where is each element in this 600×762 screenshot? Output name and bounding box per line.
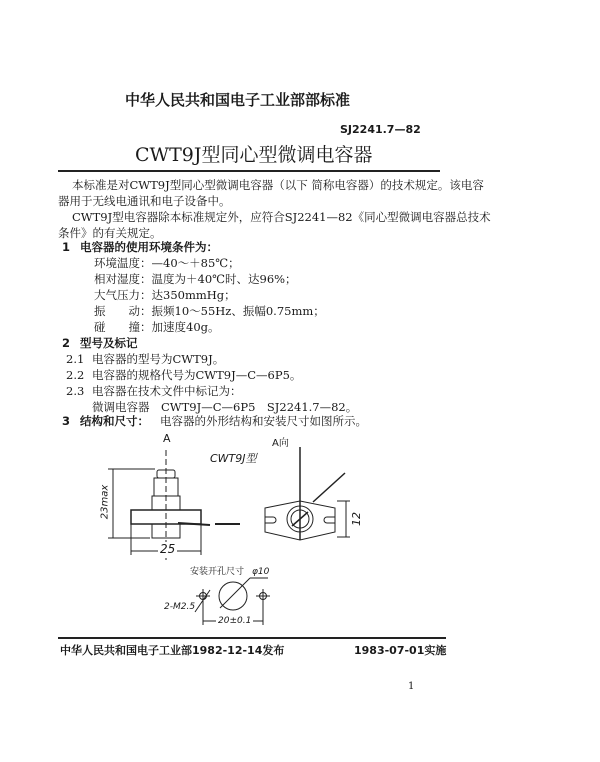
condition-item: 振 动：振频10～55Hz、振幅0.75mm；: [94, 304, 325, 318]
mount-slot: [324, 517, 335, 523]
issuer-heading: 中华人民共和国电子工业部部标准: [125, 91, 351, 109]
flange: [131, 510, 201, 524]
dim-12-label: 12: [350, 512, 363, 526]
mount-title: 安装开孔尺寸: [190, 567, 245, 577]
lead-wire: [313, 473, 345, 502]
clause-number: 2.1: [66, 352, 85, 366]
document-title: CWT9J型同心型微调电容器: [135, 144, 373, 166]
intro-line: 器用于无线电通讯和电子设备中。: [58, 194, 231, 208]
model-label: CWT9J型: [210, 452, 257, 465]
clause-text: 电容器的型号为CWT9J。: [92, 352, 225, 366]
dim-phi-label: φ10: [252, 567, 270, 577]
section-title: 结构和尺寸：: [80, 414, 149, 428]
body: [152, 524, 180, 538]
dim-spacing-label: 20±0.1: [218, 616, 252, 626]
section-number: 3: [62, 414, 71, 428]
clause-text: 电容器的规格代号为CWT9J—C—6P5。: [92, 368, 302, 382]
condition-item: 碰 撞：加速度40g。: [94, 320, 220, 334]
intro-line: 条件》的有关规定。: [58, 226, 162, 240]
page-number: 1: [408, 681, 415, 692]
mount-slot: [265, 517, 276, 523]
section-number: 1: [62, 240, 71, 254]
standard-number: SJ2241.7—82: [340, 123, 421, 136]
collar: [152, 496, 180, 510]
condition-item: 环境温度：—40～＋85℃；: [94, 256, 240, 270]
issue-date: 中华人民共和国电子工业部1982-12-14发布: [60, 644, 285, 657]
mount-hole: [260, 593, 267, 600]
clause-number: 2.2: [66, 368, 85, 382]
section-number: 2: [62, 336, 71, 350]
dim-holes-label: 2-M2.5: [164, 602, 196, 612]
clause-number: 2.3: [66, 384, 85, 398]
clause-text: 电容器在技术文件中标记为：: [92, 384, 242, 398]
footer-rule: [58, 637, 446, 639]
effective-date: 1983-07-01实施: [354, 644, 447, 657]
condition-item: 相对湿度：温度为＋40℃时、达96%；: [94, 272, 297, 286]
rotor-circle: [287, 506, 313, 532]
mount-hole-center: [219, 582, 247, 610]
view-arrow-label: A: [163, 432, 171, 445]
intro-line: CWT9J型电容器除本标准规定外，应符合SJ2241—82《同心型微调电容器总技术: [72, 210, 491, 224]
section-title: 型号及标记: [80, 336, 138, 350]
lead-wire: [178, 523, 210, 525]
condition-item: 大气压力：达350mmHg；: [94, 288, 236, 302]
marking-example: 微调电容器 CWT9J—C—6P5 SJ2241.7—82。: [92, 400, 358, 414]
shaft: [154, 478, 178, 496]
section-title: 电容器的使用环境条件为：: [80, 240, 218, 254]
intro-line: 本标准是对CWT9J型同心型微调电容器（以下 简称电容器）的技术规定。该电容: [72, 178, 484, 192]
title-rule: [58, 170, 440, 172]
dim-width-label: 25: [160, 542, 176, 556]
flange-top-view: [265, 501, 335, 540]
view-label: A向: [272, 438, 289, 449]
adjust-screw: [157, 470, 175, 478]
section-text: 电容器的外形结构和安装尺寸如图所示。: [160, 414, 367, 428]
mount-hole: [200, 593, 207, 600]
dim-height-label: 23max: [99, 484, 111, 520]
